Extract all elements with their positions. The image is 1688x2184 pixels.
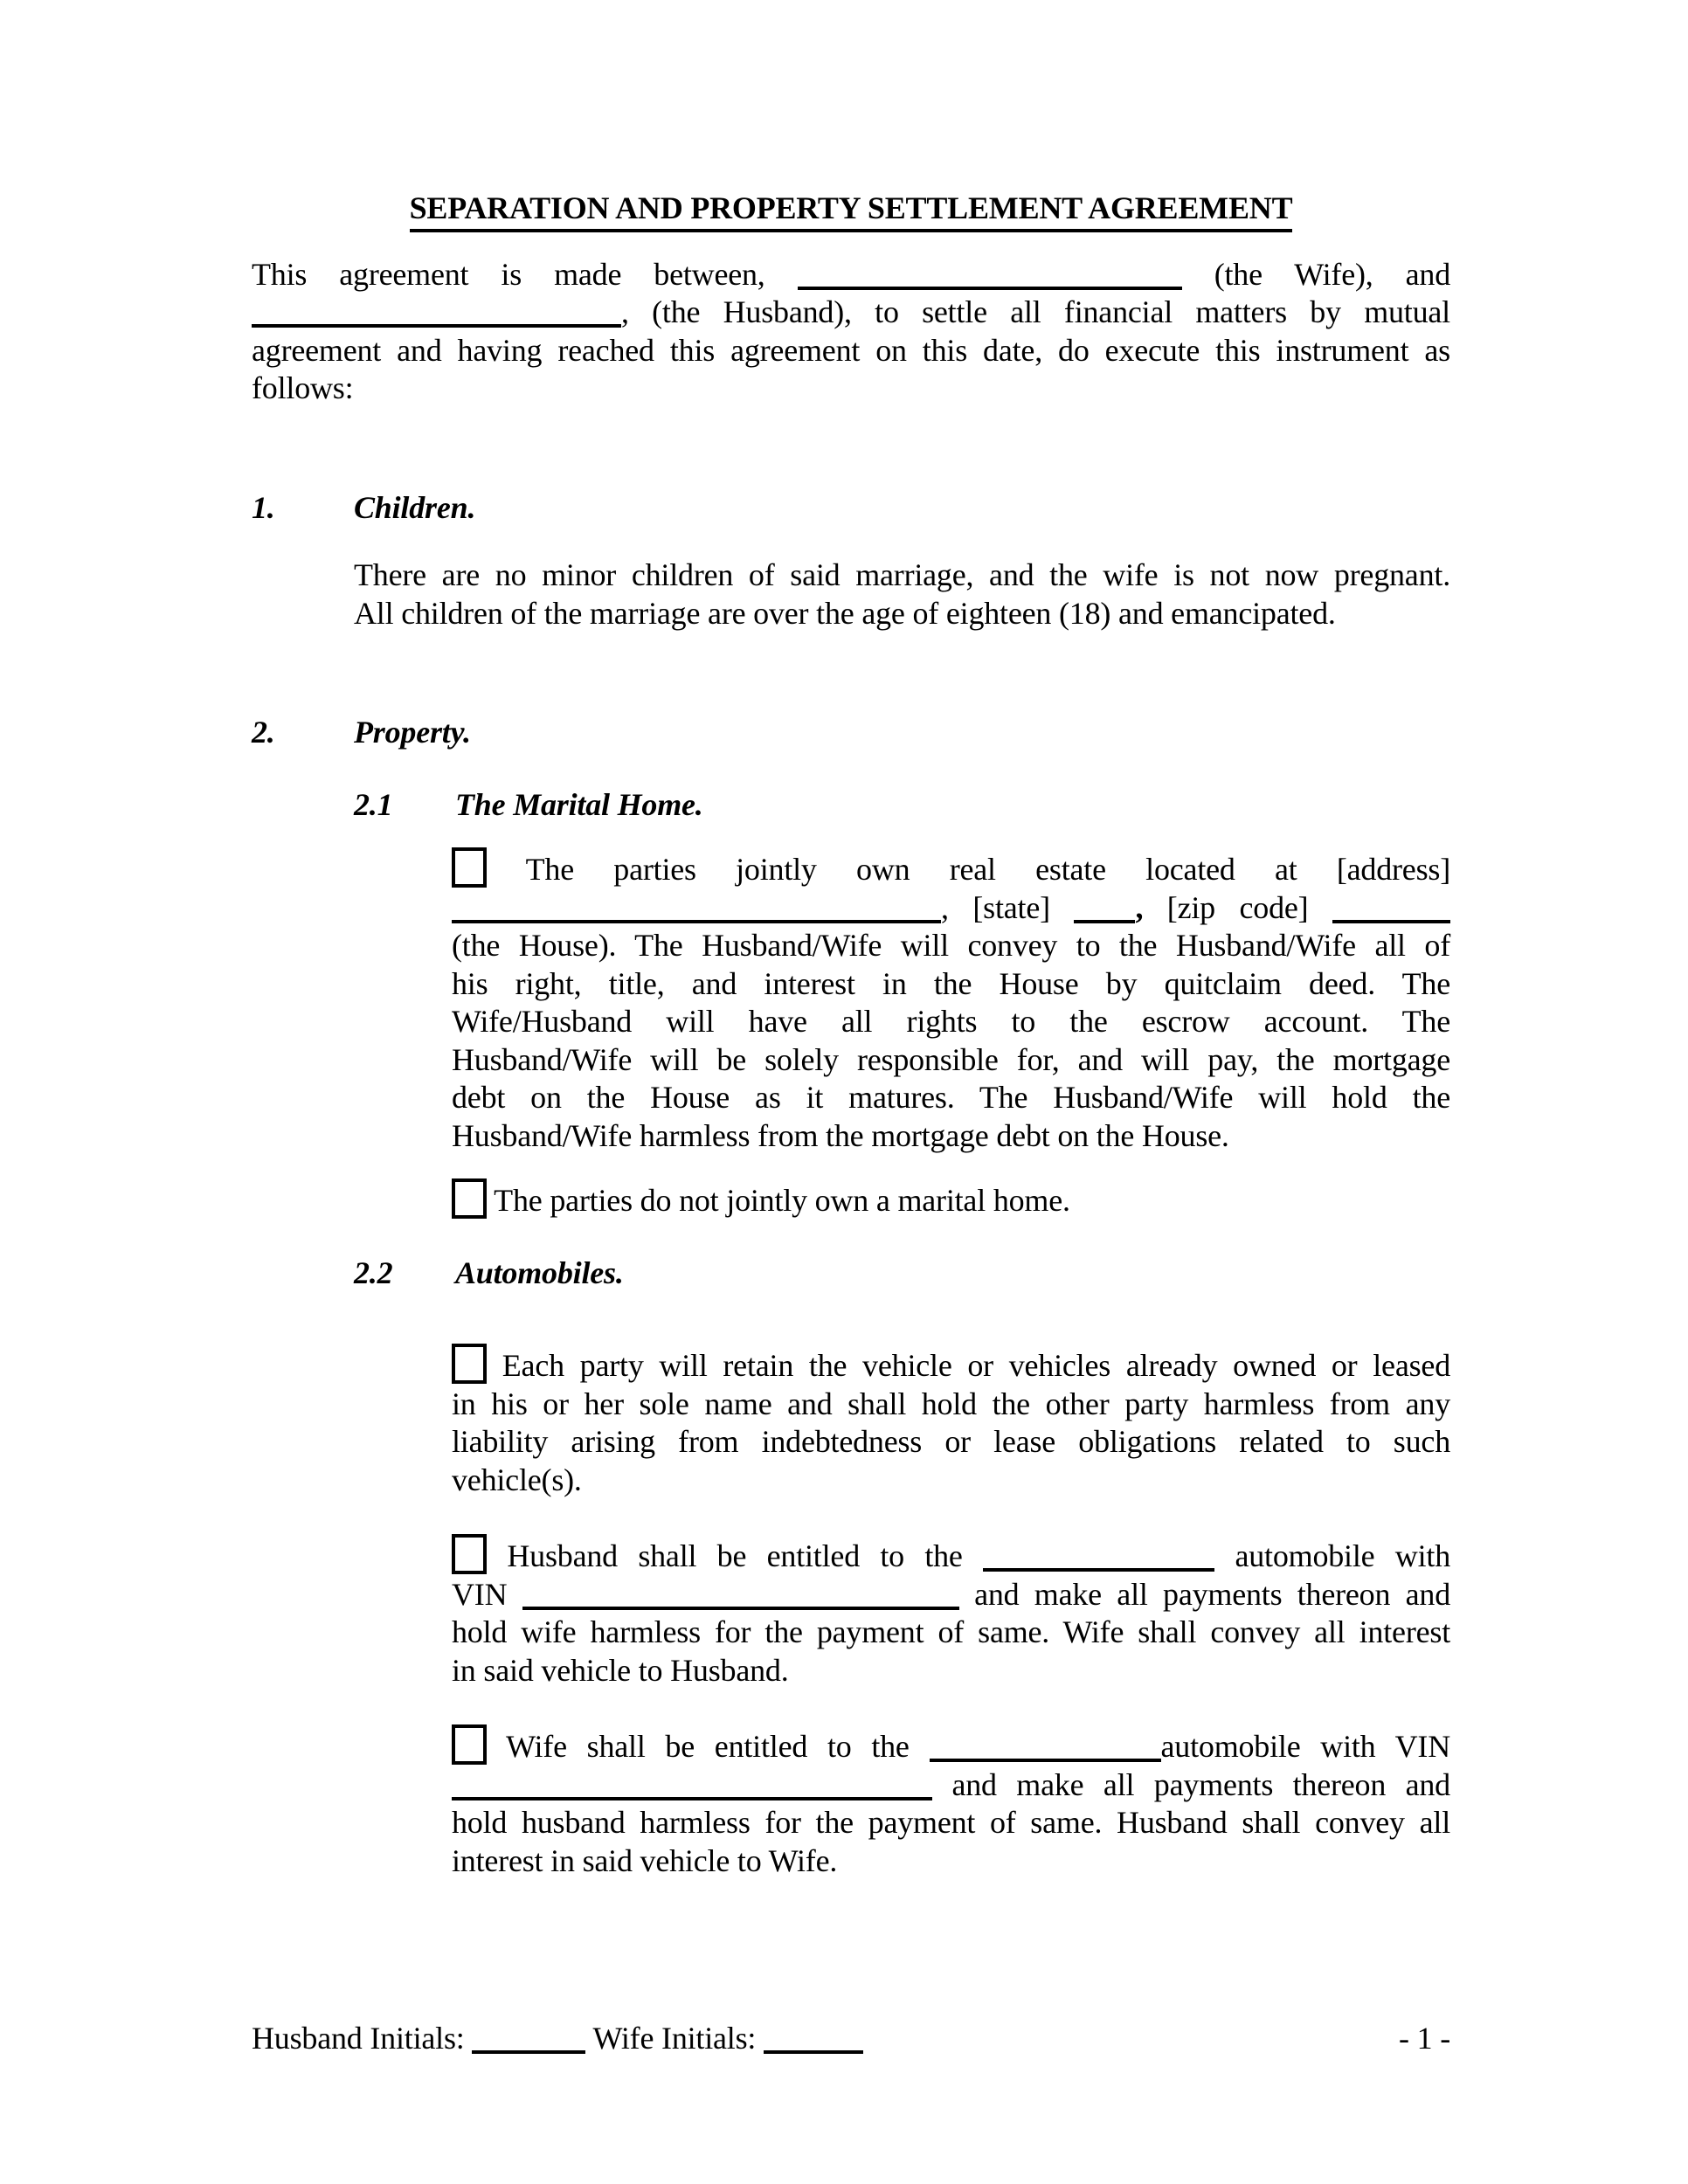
- subsections-container: [252, 786, 1450, 1881]
- section-paragraphs: [252, 556, 1450, 632]
- text-run: vehicle(s).: [452, 1462, 582, 1497]
- text-run: (the Wife), and: [1181, 256, 1450, 292]
- text-line: [452, 1117, 1450, 1156]
- text-run: All children of the marriage are over the age of eighteen (18) and emancipated.: [354, 595, 1336, 631]
- text-run: in said vehicle to Husband.: [452, 1652, 789, 1688]
- text-run: VIN: [452, 1576, 522, 1612]
- subsection-number: 2.2: [354, 1254, 393, 1290]
- subsection-paragraphs: [354, 1344, 1450, 1880]
- fill-in-blank: [1074, 913, 1135, 923]
- text-run: ,: [1135, 889, 1144, 925]
- text-run: Each party will retain the vehicle or vehicles already owned or leased: [487, 1348, 1450, 1383]
- text-run: and make all payments thereon and: [958, 1576, 1450, 1612]
- text-run: automobile with: [1214, 1538, 1450, 1573]
- text-line: [452, 1423, 1450, 1462]
- checkbox[interactable]: [452, 847, 487, 888]
- text-run: This agreement is made between,: [252, 256, 798, 292]
- text-line: [452, 965, 1450, 1004]
- paragraph: [452, 1344, 1450, 1499]
- text-run: follows:: [252, 370, 354, 405]
- text-run: Wife shall be entitled to the: [487, 1729, 930, 1764]
- fill-in-blank: [252, 317, 621, 328]
- text-run: his right, title, and interest in the House by quitclaim deed. The: [452, 965, 1450, 1001]
- text-line: [452, 927, 1450, 965]
- paragraph: [452, 1178, 1450, 1220]
- subsection-paragraphs: [354, 847, 1450, 1220]
- subsection-number: 2.1: [354, 786, 393, 822]
- intro-paragraph: [252, 256, 1450, 408]
- text-run: agreement and having reached this agreement on this date, do execute this instrument as: [252, 332, 1450, 368]
- subsection-heading: The Marital Home.: [455, 786, 703, 822]
- sections-container: [252, 489, 1450, 1881]
- paragraph: [452, 847, 1450, 1155]
- text-run: Husband/Wife will be solely responsible for, and will pay, the mortgage: [452, 1041, 1450, 1077]
- heading-row: [354, 786, 1450, 825]
- text-line: [452, 1041, 1450, 1080]
- subsection: [354, 786, 1450, 1220]
- text-line: [452, 1534, 1450, 1576]
- text-line: [452, 1386, 1450, 1424]
- subsection-heading: Automobiles.: [455, 1254, 624, 1290]
- title-row: [252, 0, 1450, 232]
- text-run: (the House). The Husband/Wife will convey to the Husband/Wife all of: [452, 928, 1450, 963]
- text-line: [354, 556, 1450, 595]
- fill-in-blank: [798, 280, 1182, 290]
- footer-label: Wife Initials:: [585, 2021, 764, 2056]
- text-run: The parties do not jointly own a marital home.: [487, 1183, 1070, 1218]
- section-number: 2.: [252, 715, 275, 750]
- checkbox[interactable]: [452, 1178, 487, 1219]
- text-line: [452, 1344, 1450, 1386]
- checkbox[interactable]: [452, 1724, 487, 1765]
- text-line: [252, 370, 1450, 408]
- fill-in-blank: [1332, 913, 1450, 923]
- fill-in-blank: [930, 1752, 1161, 1762]
- initials-line: [252, 2020, 863, 2058]
- text-run: interest in said vehicle to Wife.: [452, 1842, 838, 1878]
- section-heading: Property.: [354, 715, 471, 750]
- fill-in-blank: [522, 1600, 959, 1610]
- document-title: SEPARATION AND PROPERTY SETTLEMENT AGREEMENT: [410, 190, 1293, 232]
- text-run: hold husband harmless for the payment of same. Husband shall convey all: [452, 1805, 1450, 1840]
- text-run: [zip code]: [1143, 889, 1332, 925]
- subsection: [354, 1254, 1450, 1881]
- text-line: [452, 1462, 1450, 1500]
- checkbox[interactable]: [452, 1344, 487, 1384]
- text-run: liability arising from indebtedness or lease obligations related to such: [452, 1424, 1450, 1459]
- paragraph: [452, 1724, 1450, 1880]
- heading-row: [252, 489, 1450, 528]
- text-run: and make all payments thereon and: [932, 1766, 1450, 1802]
- text-line: [252, 256, 1450, 294]
- text-line: [452, 1003, 1450, 1041]
- fill-in-blank: [452, 913, 941, 923]
- paragraph: [452, 1534, 1450, 1690]
- text-line: [452, 1178, 1450, 1220]
- text-line: [452, 889, 1450, 928]
- text-run: Husband shall be entitled to the: [487, 1538, 984, 1573]
- text-run: Husband/Wife harmless from the mortgage debt on the House.: [452, 1117, 1229, 1153]
- text-line: [452, 1842, 1450, 1881]
- text-line: [452, 847, 1450, 889]
- text-run: automobile with VIN: [1160, 1729, 1450, 1764]
- text-run: The parties jointly own real estate located at [address]: [487, 852, 1450, 887]
- text-run: debt on the House as it matures. The Husband/Wife will hold the: [452, 1080, 1450, 1115]
- text-line: [452, 1652, 1450, 1690]
- section-heading: Children.: [354, 489, 476, 525]
- text-run: Wife/Husband will have all rights to the escrow account. The: [452, 1004, 1450, 1039]
- text-line: [252, 332, 1450, 370]
- footer-label: Husband Initials:: [252, 2021, 473, 2056]
- heading-row: [354, 1254, 1450, 1293]
- text-run: hold wife harmless for the payment of same. Wife shall convey all interest: [452, 1614, 1450, 1649]
- text-line: [452, 1614, 1450, 1652]
- initials-blank: [472, 2043, 585, 2054]
- section: [252, 714, 1450, 1880]
- fill-in-blank: [983, 1561, 1214, 1572]
- text-run: , (the Husband), to settle all financial matters by mutual: [621, 294, 1450, 329]
- text-line: [452, 1724, 1450, 1766]
- document-content: [252, 0, 1450, 1880]
- section-number: 1.: [252, 489, 275, 525]
- initials-blank: [764, 2043, 863, 2054]
- page-number: - 1 -: [1399, 2021, 1450, 2056]
- text-run: , [state]: [941, 889, 1075, 925]
- text-run: in his or her sole name and shall hold the other party harmless from any: [452, 1386, 1450, 1421]
- heading-row: [252, 714, 1450, 752]
- text-line: [252, 294, 1450, 332]
- checkbox[interactable]: [452, 1534, 487, 1574]
- section: [252, 489, 1450, 633]
- paragraph: [354, 556, 1450, 632]
- page-footer: [252, 2020, 1450, 2058]
- text-line: [452, 1576, 1450, 1614]
- text-line: [452, 1766, 1450, 1805]
- text-line: [452, 1804, 1450, 1842]
- text-line: [452, 1079, 1450, 1117]
- text-line: [354, 595, 1450, 633]
- text-run: There are no minor children of said marriage, and the wife is not now pregnant.: [354, 557, 1450, 592]
- fill-in-blank: [452, 1790, 932, 1800]
